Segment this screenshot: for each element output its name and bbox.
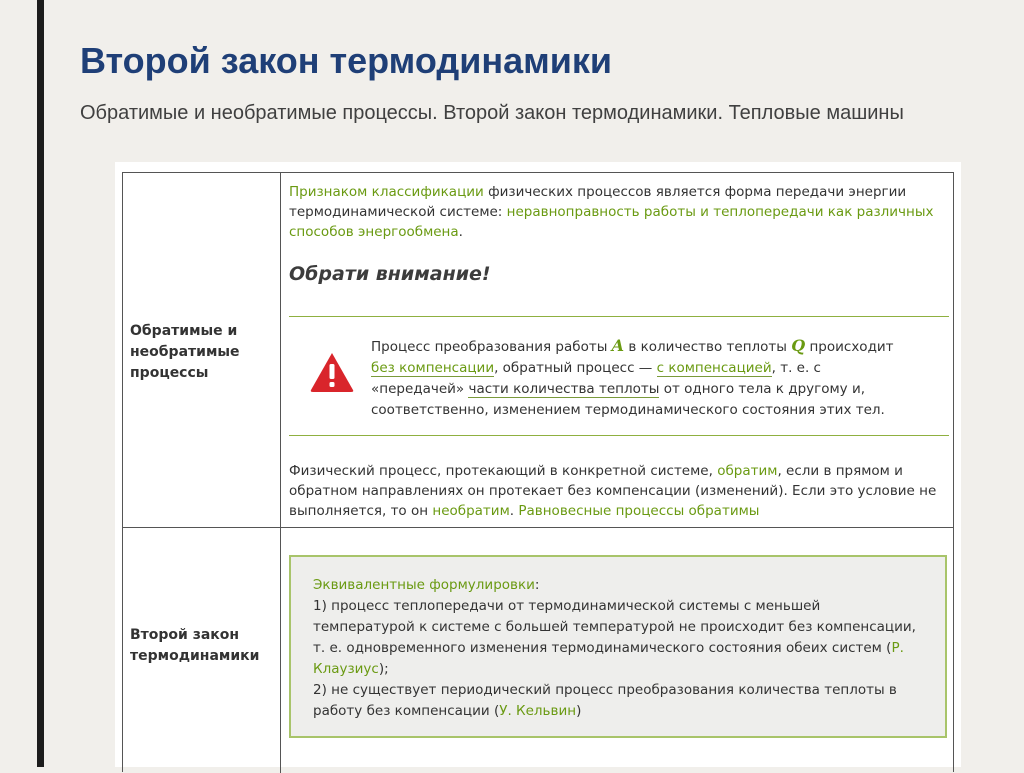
note-heading: Обрати внимание! bbox=[289, 263, 491, 285]
reversibility-definition: Физический процесс, протекающий в конкретной системе, обратим, если в прямом и обратном направлениях он протекает без компенсации (изменений). Если это условие не выполняется, то он необратим. Равновесные процессы обратимы bbox=[289, 463, 937, 519]
work-symbol: A bbox=[611, 336, 625, 355]
note-bottom-divider bbox=[289, 435, 949, 436]
slide-title: Второй закон термодинамики bbox=[80, 40, 613, 81]
warning-triangle-icon bbox=[309, 351, 355, 393]
column-separator bbox=[280, 528, 281, 773]
row-label-second-law: Второй закон термодинамики bbox=[130, 627, 260, 664]
column-separator bbox=[280, 173, 281, 527]
classification-text: Признаком классификации физических процессов является форма передачи энергии термодинамической системе: неравноправность работы и теплопередачи как различных способов энергообмена. bbox=[289, 184, 934, 240]
formulations-heading: Эквивалентные формулировки bbox=[313, 577, 535, 593]
theory-table bbox=[122, 172, 954, 772]
classification-term: Признаком классификации bbox=[289, 184, 484, 200]
warning-text: Процесс преобразования работы A в количество теплоты Q происходит без компенсации, обратный процесс — с компенсацией, т. е. с «передачей» части количества теплоты от одного тела к другому и, соответственно, изменением термодинамического состояния этих тел. bbox=[371, 336, 894, 418]
formulations-box: Эквивалентные формулировки: 1) процесс теплопередачи от термодинамической системы с меньшей температурой к системе с большей температурой не происходит без компенсации, т. е. одновременного изменения термодинамического состояния обеих систем (Р. Клаузиус); 2) не существует периодический процесс преобразования количества теплоты в работу без компенсации (У. Кельвин) bbox=[289, 555, 947, 738]
note-top-divider bbox=[289, 316, 949, 317]
table-row-reversible-processes bbox=[123, 173, 953, 528]
table-row-second-law bbox=[123, 528, 953, 773]
slide-left-bar bbox=[37, 0, 44, 767]
heat-symbol: Q bbox=[791, 336, 806, 355]
slide-subtitle: Обратимые и необратимые процессы. Второй закон термодинамики. Тепловые машины bbox=[80, 102, 904, 124]
row-label-reversible-processes: Обратимые и необратимые процессы bbox=[130, 323, 240, 381]
